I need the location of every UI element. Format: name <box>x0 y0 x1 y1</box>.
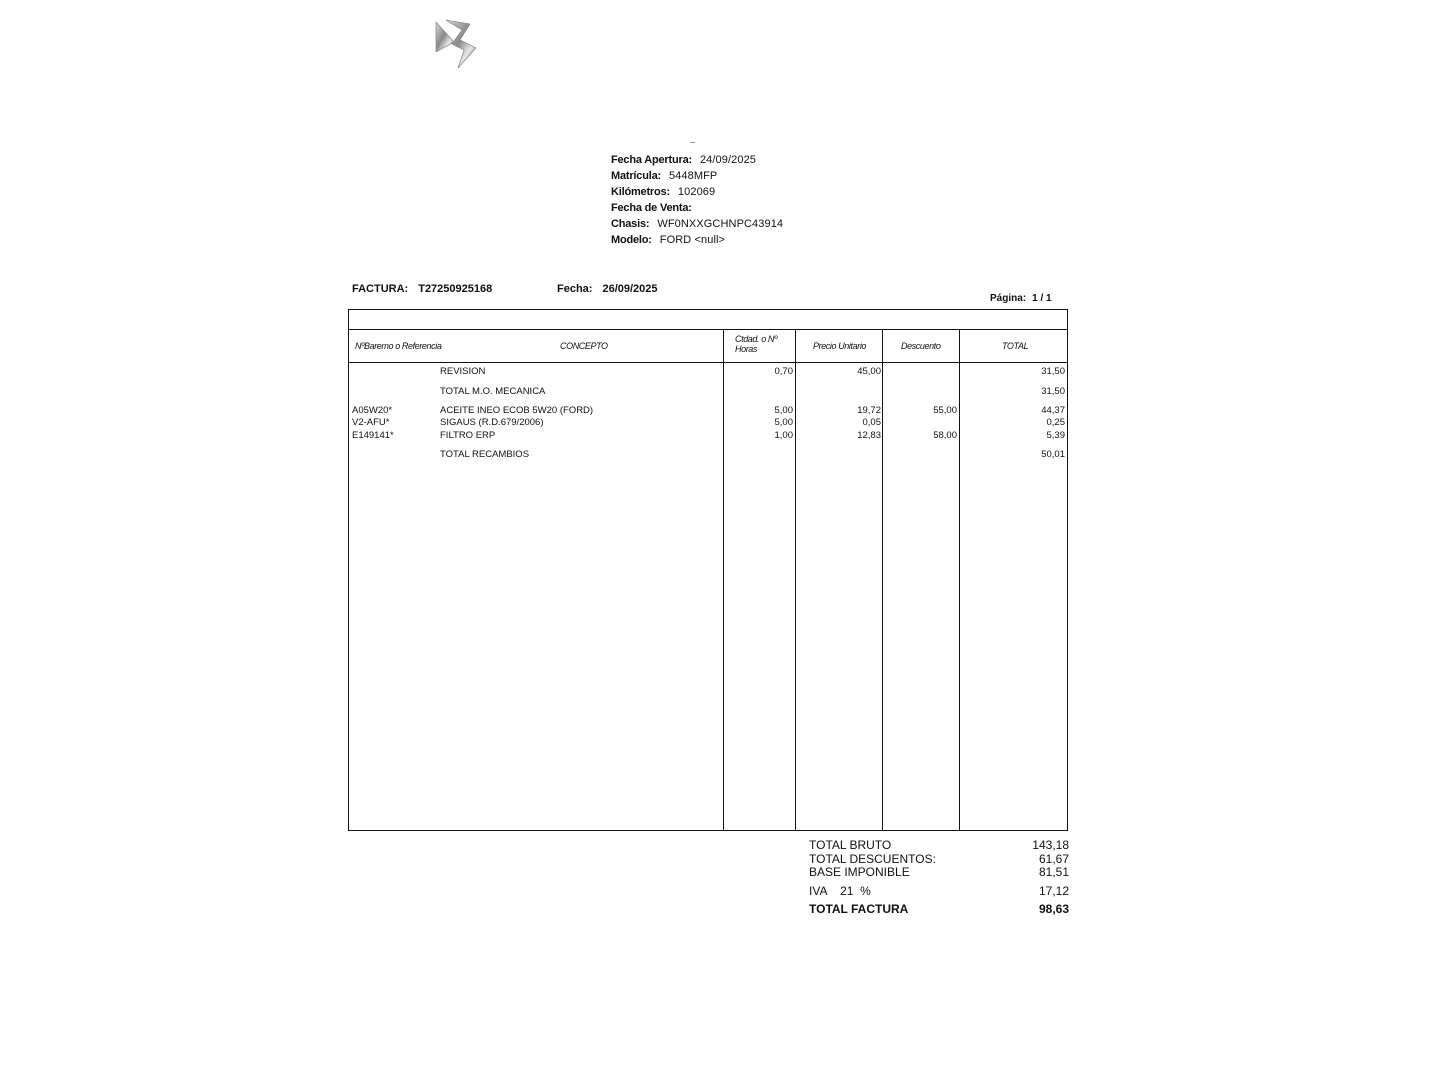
line-items-table <box>348 309 1068 831</box>
header-descuento: Descuento <box>901 341 941 351</box>
header-total: TOTAL <box>1002 341 1029 351</box>
base-imponible-label: BASE IMPONIBLE <box>809 865 910 879</box>
column-divider <box>723 329 724 830</box>
fecha-apertura-label: Fecha Apertura: <box>611 154 692 166</box>
fecha-venta-label: Fecha de Venta: <box>611 202 692 214</box>
row-precio: 12,83 <box>857 430 881 441</box>
row-cantidad: 5,00 <box>774 417 793 428</box>
fecha-label: Fecha: <box>557 283 593 295</box>
factura-value: T27250925168 <box>418 283 493 295</box>
row-precio: 19,72 <box>857 405 881 416</box>
header-concepto: CONCEPTO <box>560 341 608 351</box>
row-total: 31,50 <box>1041 386 1065 397</box>
iva-label: IVA 21 % <box>809 884 871 898</box>
total-descuentos-value: 61,67 <box>1038 852 1069 866</box>
pagina-value: 1 / 1 <box>1032 293 1052 304</box>
cut-mark: ˘˘ <box>690 141 696 150</box>
chasis-value: WF0NXXGCHNPC43914 <box>657 218 784 230</box>
ds-logo-icon <box>432 18 484 72</box>
header-precio: Precio Unitario <box>813 341 867 351</box>
row-concepto: FILTRO ERP <box>440 430 496 441</box>
row-total: 31,50 <box>1041 366 1065 377</box>
row-cantidad: 0,70 <box>774 366 793 377</box>
total-bruto-value: 143,18 <box>1032 838 1069 852</box>
row-precio: 45,00 <box>857 366 881 377</box>
row-ref: A05W20* <box>352 405 393 416</box>
row-descuento: 58,00 <box>933 430 957 441</box>
matricula-label: Matrícula: <box>611 170 661 182</box>
pagina-label: Página: <box>990 293 1027 304</box>
column-divider <box>795 329 796 830</box>
modelo-label: Modelo: <box>611 234 652 246</box>
row-ref: V2-AFU* <box>352 417 390 428</box>
column-divider <box>882 329 883 830</box>
row-total: 50,01 <box>1041 449 1065 460</box>
row-cantidad: 5,00 <box>774 405 793 416</box>
kilometros-label: Kilómetros: <box>611 186 670 198</box>
base-imponible-value: 81,51 <box>1038 865 1069 879</box>
row-total: 44,37 <box>1041 405 1065 416</box>
header-cantidad: Ctdad. o Nº Horas <box>735 334 777 354</box>
page-indicator <box>990 293 1052 304</box>
row-total: 5,39 <box>1046 430 1065 441</box>
row-concepto: SIGAUS (R.D.679/2006) <box>440 417 544 428</box>
total-factura-label: TOTAL FACTURA <box>809 902 909 916</box>
modelo-value: FORD <null> <box>659 234 726 246</box>
fecha-apertura-value: 24/09/2025 <box>699 154 757 166</box>
header-ref: NºBaremo o Referencia <box>355 341 442 351</box>
total-factura-value: 98,63 <box>1038 902 1069 916</box>
row-ref: E149141* <box>352 430 394 441</box>
row-cantidad: 1,00 <box>774 430 793 441</box>
factura-label: FACTURA: <box>352 283 409 295</box>
row-concepto: TOTAL M.O. MECANICA <box>440 386 546 397</box>
row-total: 0,25 <box>1046 417 1065 428</box>
total-descuentos-label: TOTAL DESCUENTOS: <box>809 852 936 866</box>
row-descuento: 55,00 <box>933 405 957 416</box>
fecha-value: 26/09/2025 <box>602 283 658 295</box>
row-concepto: ACEITE INEO ECOB 5W20 (FORD) <box>440 405 594 416</box>
total-bruto-label: TOTAL BRUTO <box>809 838 892 852</box>
invoice-number <box>352 283 492 295</box>
matricula-value: 5448MFP <box>668 170 718 182</box>
vehicle-info <box>611 152 783 248</box>
kilometros-value: 102069 <box>677 186 716 198</box>
row-concepto: REVISION <box>440 366 486 377</box>
column-divider <box>959 329 960 830</box>
iva-value: 17,12 <box>1038 884 1069 898</box>
chasis-label: Chasis: <box>611 218 650 230</box>
row-precio: 0,05 <box>862 417 881 428</box>
row-concepto: TOTAL RECAMBIOS <box>440 449 530 460</box>
invoice-date <box>557 283 658 295</box>
